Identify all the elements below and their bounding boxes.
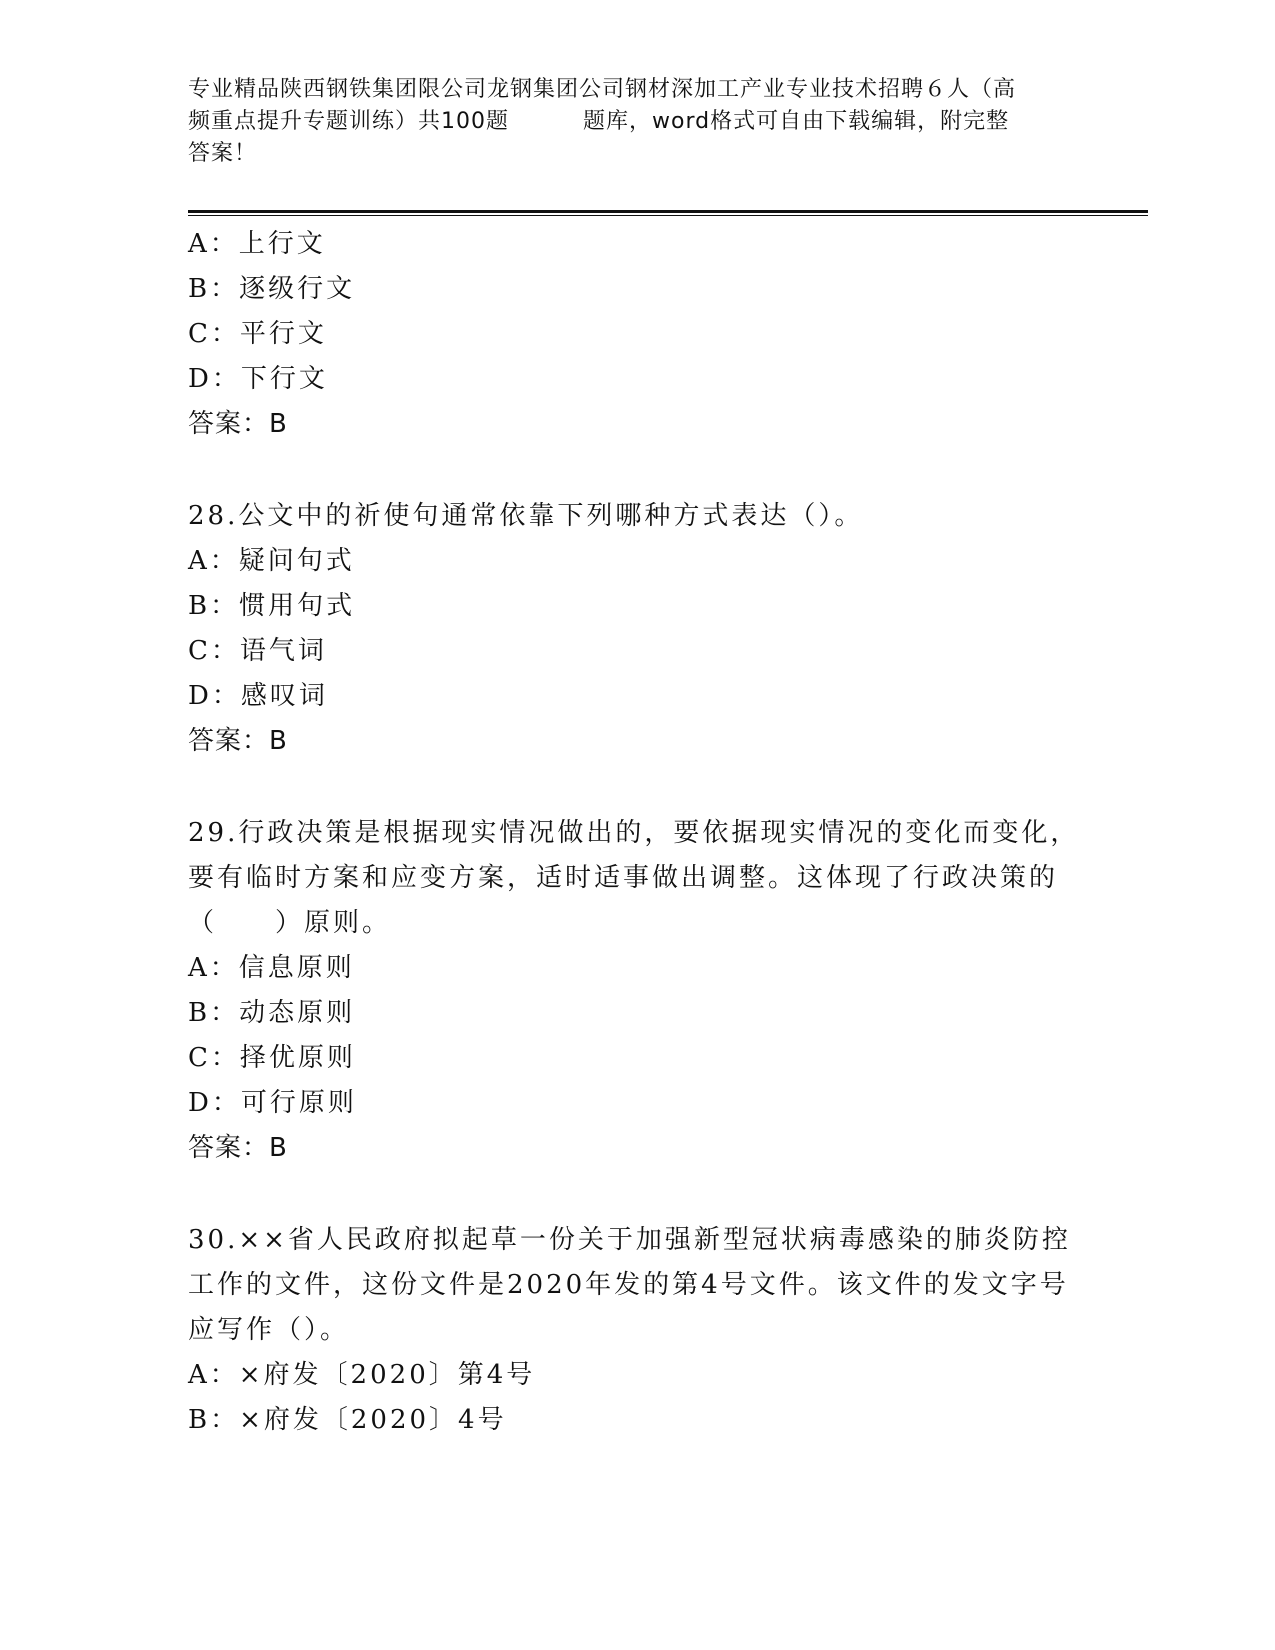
question-list [188,222,1088,1443]
question-text: 要有临时方案和应变方案，适时适事做出调整。这体现了行政决策的 [188,863,1059,893]
option-d: D：感叹词 [188,681,328,711]
header-line: 答案！ [188,141,258,166]
question-text: 工作的文件，这份文件是2020年发的第4号文件。该文件的发文字号 [188,1270,1069,1300]
question-text: 30.××省人民政府拟起草一份关于加强新型冠状病毒感染的肺炎防控 [188,1225,1071,1255]
answer: 答案：B [188,726,288,756]
header-text: 频重点提升专题训练）共100题 [188,109,509,134]
question-block [188,494,1088,764]
header-line [188,106,1088,138]
option-c: C：语气词 [188,636,327,666]
option-c: C：平行文 [188,319,327,349]
option-a: A：×府发〔2020〕第4号 [188,1360,536,1390]
option-b: B：惯用句式 [188,591,356,621]
option-a: A：上行文 [188,229,326,259]
question-text: 应写作（）。 [188,1315,350,1345]
option-b: B：逐级行文 [188,274,356,304]
option-a: A：信息原则 [188,953,355,983]
question-text: 28.公文中的祈使句通常依靠下列哪种方式表达（）。 [188,501,864,531]
option-b: B：动态原则 [188,998,356,1028]
option-b: B：×府发〔2020〕4号 [188,1405,507,1435]
header-divider [188,210,1148,213]
question-block [188,1218,1088,1443]
header-divider-thin [188,215,1148,216]
header-text: 题库，word格式可自由下载编辑，附完整 [583,109,1010,134]
header-line: 专业精品陕西钢铁集团限公司龙钢集团公司钢材深加工产业专业技术招聘６人（高 [188,77,1017,102]
question-text: （ ）原则。 [188,908,392,938]
option-d: D：下行文 [188,364,328,394]
question-block [188,222,1088,447]
answer: 答案：B [188,1133,288,1163]
option-d: D：可行原则 [188,1088,357,1118]
question-block [188,811,1088,1171]
question-text: 29.行政决策是根据现实情况做出的，要依据现实情况的变化而变化， [188,818,1080,848]
answer: 答案：B [188,409,288,439]
option-c: C：择优原则 [188,1043,356,1073]
document-header [188,74,1088,170]
option-a: A：疑问句式 [188,546,355,576]
